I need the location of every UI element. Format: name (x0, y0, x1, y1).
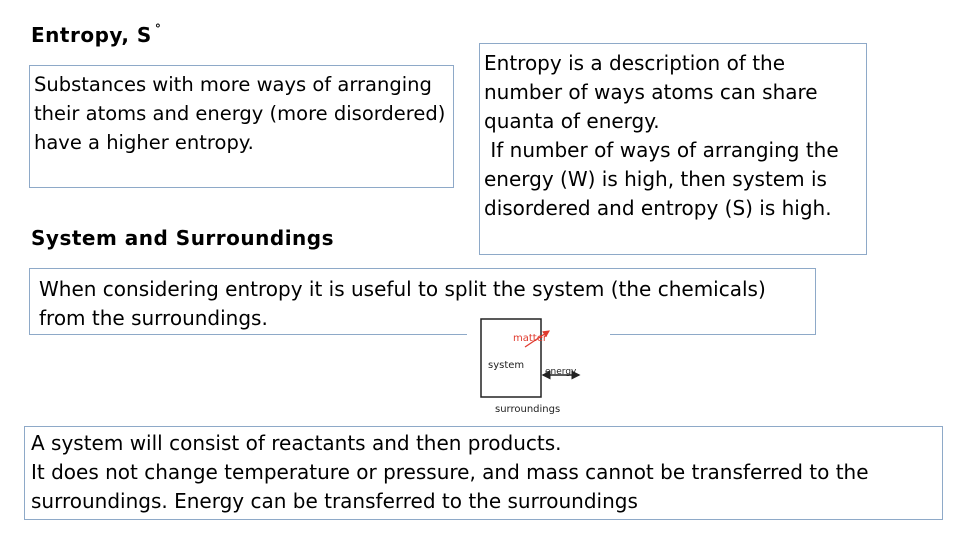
matter-label: matter (513, 333, 547, 344)
definition-line-2-text: If number of ways of arranging the energy (W) is high, then system is disordered and entropy (S) is high. (484, 138, 839, 220)
title-text: Entropy, S (31, 23, 152, 47)
section-heading: System and Surroundings (31, 226, 335, 250)
system-label: system (488, 360, 525, 371)
definition-text-box (479, 43, 867, 255)
slide-title (31, 22, 161, 47)
split-text: When considering entropy it is useful to split the system (the chemicals) from the surroundings. (39, 277, 766, 330)
system-boundary (481, 319, 541, 397)
system-text-box (24, 426, 943, 520)
energy-label: energy (545, 367, 577, 377)
diagram-svg (467, 317, 610, 424)
surroundings-label: surroundings (495, 404, 561, 415)
system-line-2: It does not change temperature or pressure, and mass cannot be transferred to the surroundings. Energy can be transferred to the surroundings (31, 460, 869, 513)
disorder-text: Substances with more ways of arranging their atoms and energy (more disordered) have a higher entropy. (34, 73, 446, 154)
split-text-box (29, 268, 816, 335)
degree-symbol: ° (154, 22, 162, 36)
definition-line-2 (484, 136, 866, 223)
disorder-text-box (29, 65, 454, 188)
system-line-1: A system will consist of reactants and then products. (31, 431, 562, 455)
system-surroundings-diagram (467, 317, 610, 424)
definition-line-1: Entropy is a description of the number of ways atoms can share quanta of energy. (484, 51, 818, 133)
